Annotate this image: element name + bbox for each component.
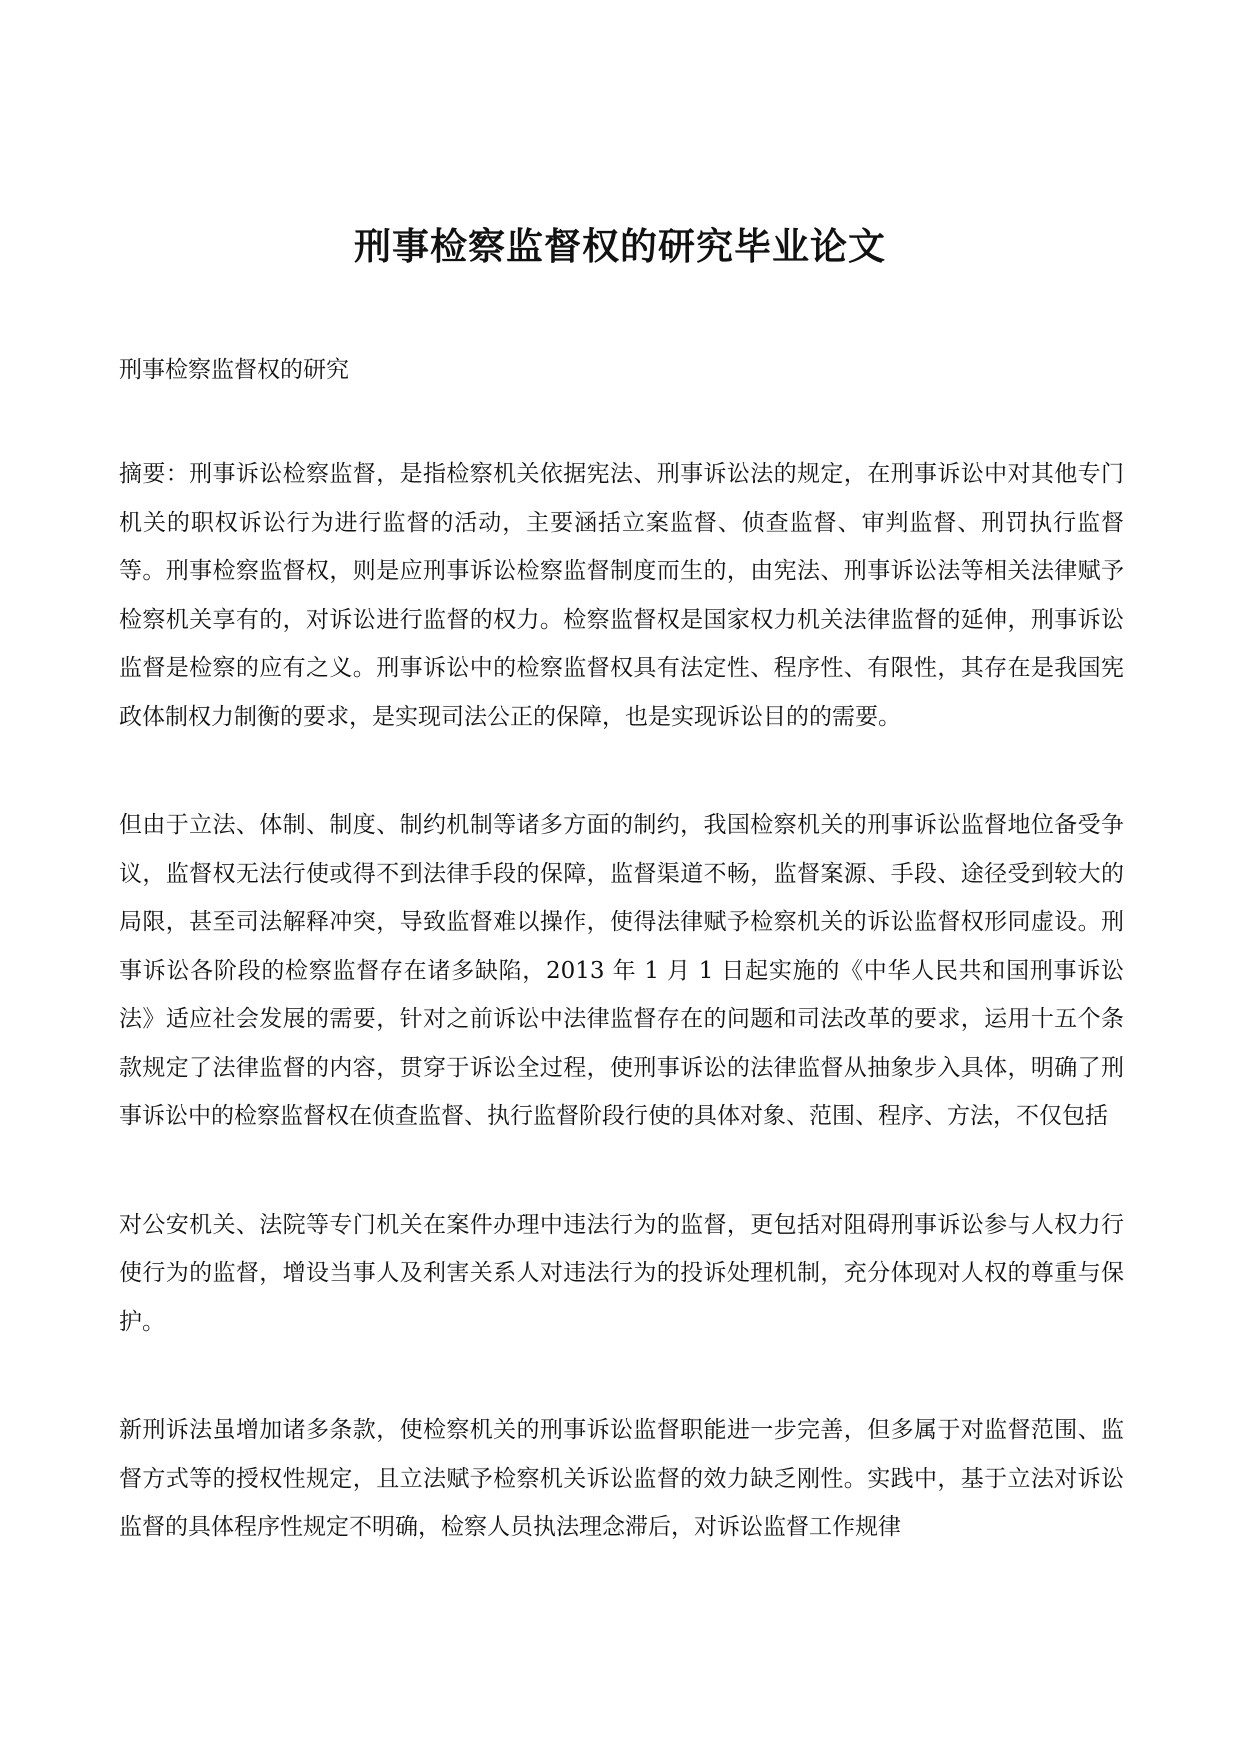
paragraph-3: 对公安机关、法院等专门机关在案件办理中违法行为的监督，更包括对阻碍刑事诉讼参与人权力行使行为的监督，增设当事人及利害关系人对违法行为的投诉处理机制，充分体现对人权的尊重与保护。 <box>119 1211 1124 1335</box>
document-body <box>119 352 1124 1612</box>
document-subtitle: 刑事检察监督权的研究 <box>119 357 349 383</box>
document-title: 刑事检察监督权的研究毕业论文 <box>354 224 886 268</box>
paragraph-4: 新刑诉法虽增加诸多条款，使检察机关的刑事诉讼监督职能进一步完善，但多属于对监督范围、监督方式等的授权性规定，且立法赋予检察机关诉讼监督的效力缺乏刚性。实践中，基于立法对诉讼监督的具体程序性规定不明确，检察人员执法理念滞后，对诉讼监督工作规律 <box>119 1417 1124 1540</box>
paragraph-2: 但由于立法、体制、制度、制约机制等诸多方面的制约，我国检察机关的刑事诉讼监督地位备受争议，监督权无法行使或得不到法律手段的保障，监督渠道不畅，监督案源、手段、途径受到较大的局限，甚至司法解释冲突，导致监督难以操作，使得法律赋予检察机关的诉讼监督权形同虚设。刑事诉讼各阶段的检察监督存在诸多缺陷，2013 年 1 月 1 日起实施的《中华人民共和国刑事诉讼法》适应社会发展的需要，针对之前诉讼中法律监督存在的问题和司法改革的要求，运用十五个条款规定了法律监督的内容，贯穿于诉讼全过程，使刑事诉讼的法律监督从抽象步入具体，明确了刑事诉讼中的检察监督权在侦查监督、执行监督阶段行使的具体对象、范围、程序、方法，不仅包括 <box>119 812 1124 1129</box>
paragraph-abstract: 摘要：刑事诉讼检察监督，是指检察机关依据宪法、刑事诉讼法的规定，在刑事诉讼中对其他专门机关的职权诉讼行为进行监督的活动，主要涵括立案监督、侦查监督、审判监督、刑罚执行监督等。刑事检察监督权，则是应刑事诉讼检察监督制度而生的，由宪法、刑事诉讼法等相关法律赋予检察机关享有的，对诉讼进行监督的权力。检察监督权是国家权力机关法律监督的延伸，刑事诉讼监督是检察的应有之义。刑事诉讼中的检察监督权具有法定性、程序性、有限性，其存在是我国宪政体制权力制衡的要求，是实现司法公正的保障，也是实现诉讼目的的需要。 <box>119 461 1124 730</box>
